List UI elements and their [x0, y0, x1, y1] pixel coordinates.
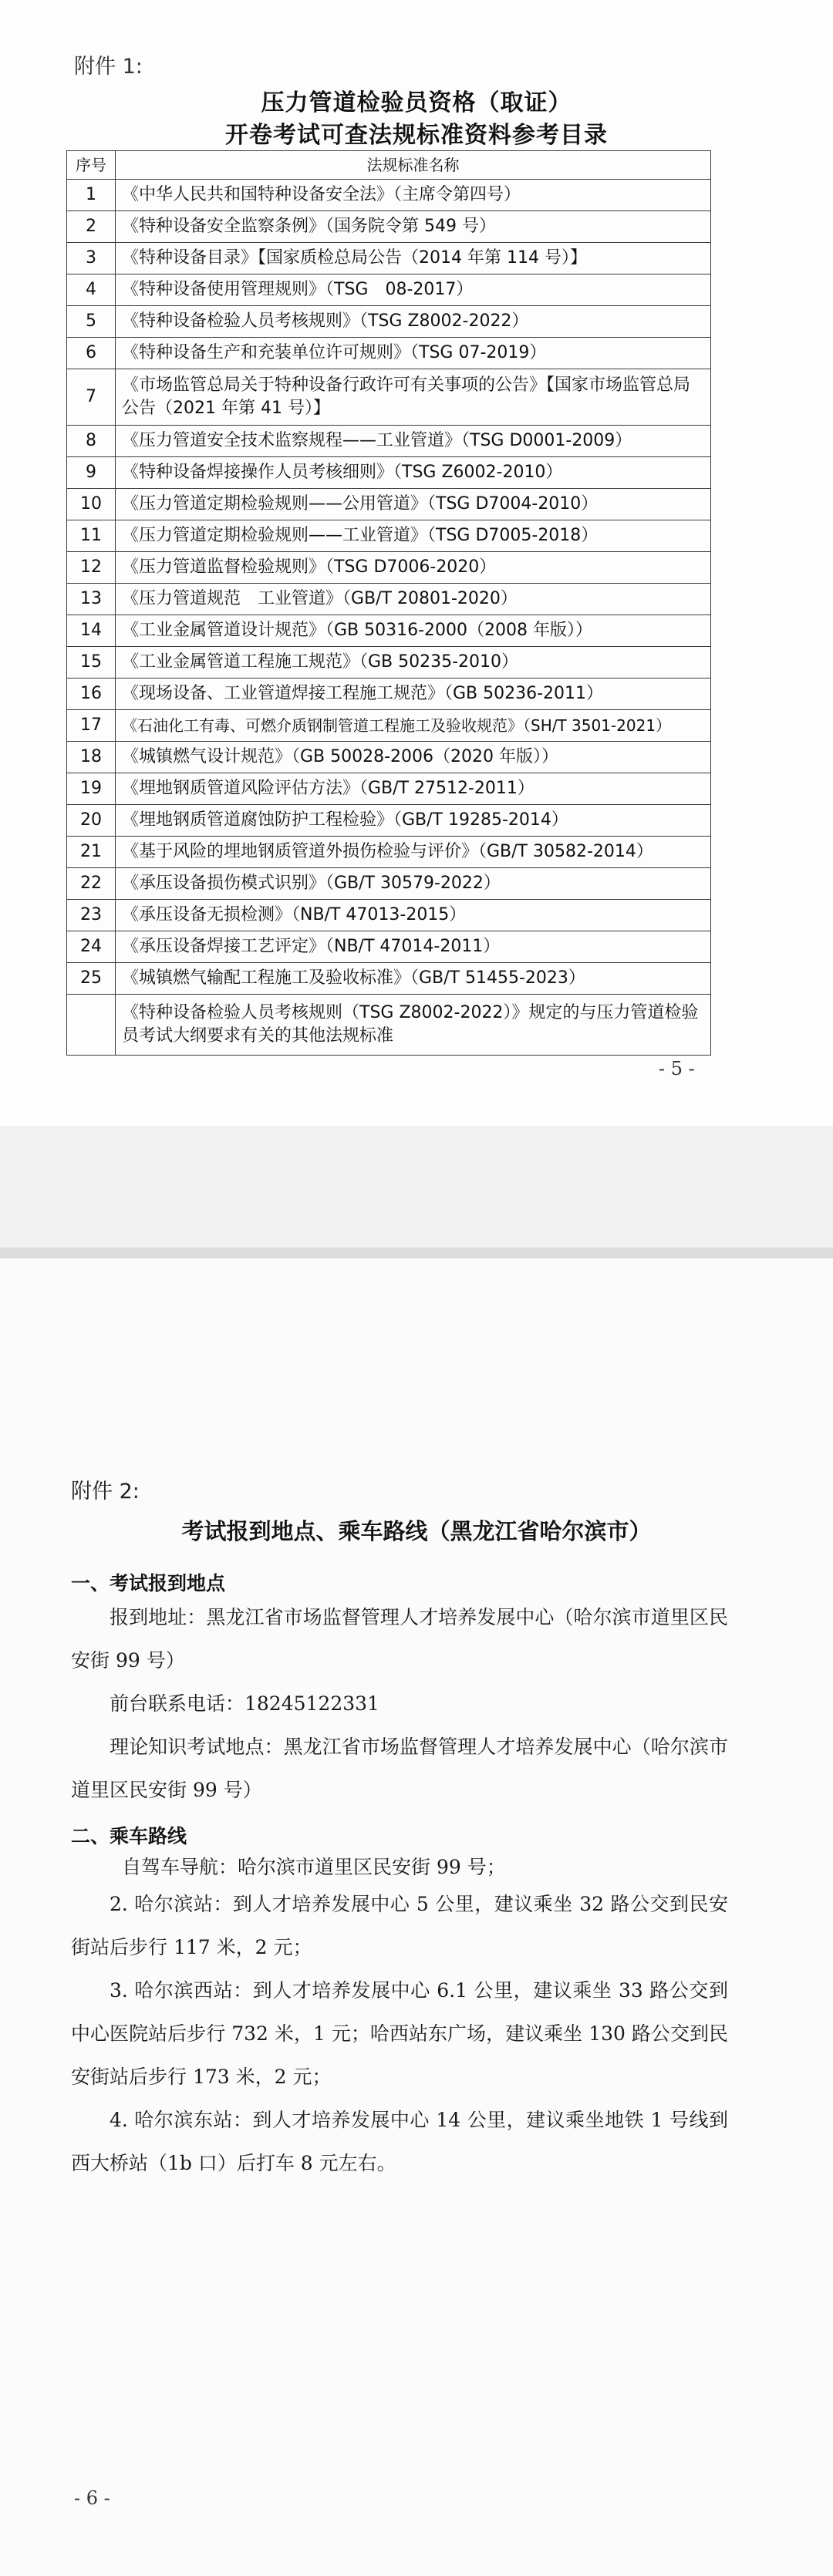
row-number: 3	[67, 243, 116, 274]
row-number: 24	[67, 931, 116, 963]
row-number: 17	[67, 710, 116, 742]
route-harbin-station: 2. 哈尔滨站：到人才培养发展中心 5 公里，建议乘坐 32 路公交到民安街站后步行 117 米，2 元；	[71, 1893, 728, 1958]
row-name: 《特种设备安全监察条例》（国务院令第 549 号）	[116, 211, 711, 243]
report-address: 报到地址：黑龙江省市场监督管理人才培养发展中心（哈尔滨市道里区民安街 99 号）	[71, 1606, 728, 1672]
row-name: 《压力管道规范 工业管道》（GB/T 20801-2020）	[116, 584, 711, 615]
row-number: 6	[67, 338, 116, 369]
row-name: 《承压设备无损检测》（NB/T 47013-2015）	[116, 900, 711, 931]
page-title: 考试报到地点、乘车路线（黑龙江省哈尔滨市）	[181, 1518, 652, 1544]
row-name: 《特种设备检验人员考核规则（TSG Z8002-2022）》规定的与压力管道检验员考试大纲要求有关的其他法规标准	[116, 995, 711, 1056]
row-name: 《特种设备焊接操作人员考核细则》（TSG Z6002-2010）	[116, 457, 711, 489]
header-name: 法规标准名称	[116, 151, 711, 180]
row-number: 9	[67, 457, 116, 489]
row-name: 《压力管道安全技术监察规程——工业管道》（TSG D0001-2009）	[116, 426, 711, 457]
row-name: 《压力管道监督检验规则》（TSG D7006-2020）	[116, 552, 711, 584]
theory-exam-site: 理论知识考试地点：黑龙江省市场监督管理人才培养发展中心（哈尔滨市道里区民安街 99 号）	[71, 1736, 728, 1801]
row-name: 《市场监管总局关于特种设备行政许可有关事项的公告》【国家市场监管总局公告（2021 年第 41 号）】	[116, 369, 711, 426]
row-number: 2	[67, 211, 116, 243]
table-row	[67, 489, 711, 520]
row-name: 《中华人民共和国特种设备安全法》（主席令第四号）	[116, 180, 711, 211]
table-row	[67, 931, 711, 963]
row-number: 16	[67, 679, 116, 710]
table-row	[67, 963, 711, 995]
table-row	[67, 805, 711, 837]
row-name: 《承压设备损伤模式识别》（GB/T 30579-2022）	[116, 868, 711, 900]
page-number: - 5 -	[659, 1058, 695, 1079]
table-row	[67, 995, 711, 1056]
row-name: 《特种设备生产和充装单位许可规则》（TSG 07-2019）	[116, 338, 711, 369]
row-number: 19	[67, 773, 116, 805]
row-number: 10	[67, 489, 116, 520]
row-name: 《压力管道定期检验规则——工业管道》（TSG D7005-2018）	[116, 520, 711, 552]
row-name: 《压力管道定期检验规则——公用管道》（TSG D7004-2010）	[116, 489, 711, 520]
table-row	[67, 457, 711, 489]
row-number: 13	[67, 584, 116, 615]
row-number: 7	[67, 369, 116, 426]
front-desk-phone: 前台联系电话：18245122331	[110, 1692, 379, 1715]
page-divider	[0, 1248, 833, 1258]
row-number: 23	[67, 900, 116, 931]
row-number: 12	[67, 552, 116, 584]
table-row	[67, 773, 711, 805]
row-name: 《基于风险的埋地钢质管道外损伤检验与评价》（GB/T 30582-2014）	[116, 837, 711, 868]
table-row	[67, 615, 711, 647]
table-row	[67, 426, 711, 457]
table-row	[67, 243, 711, 274]
row-number: 21	[67, 837, 116, 868]
row-name: 《承压设备焊接工艺评定》（NB/T 47014-2011）	[116, 931, 711, 963]
row-number: 8	[67, 426, 116, 457]
attachment-label: 附件 2:	[71, 1480, 140, 1504]
table-row	[67, 679, 711, 710]
row-number: 1	[67, 180, 116, 211]
table-row	[67, 338, 711, 369]
table-row	[67, 710, 711, 742]
row-name: 《特种设备使用管理规则》（TSG 08-2017）	[116, 274, 711, 306]
header-number: 序号	[67, 151, 116, 180]
row-name: 《埋地钢质管道风险评估方法》（GB/T 27512-2011）	[116, 773, 711, 805]
table-title-line2: 开卷考试可查法规标准资料参考目录	[225, 122, 608, 149]
row-name: 《埋地钢质管道腐蚀防护工程检验》（GB/T 19285-2014）	[116, 805, 711, 837]
row-number: 18	[67, 742, 116, 773]
row-number: 14	[67, 615, 116, 647]
row-name: 《城镇燃气输配工程施工及验收标准》（GB/T 51455-2023）	[116, 963, 711, 995]
table-row	[67, 552, 711, 584]
table-row	[67, 647, 711, 679]
document-page-6	[0, 1258, 833, 2576]
row-name: 《工业金属管道设计规范》（GB 50316-2000（2008 年版））	[116, 615, 711, 647]
route-harbin-east-station: 4. 哈尔滨东站：到人才培养发展中心 14 公里，建议乘坐地铁 1 号线到西大桥站（1b 口）后打车 8 元左右。	[71, 2109, 728, 2174]
row-name: 《石油化工有毒、可燃介质钢制管道工程施工及验收规范》（SH/T 3501-2021）	[116, 710, 711, 742]
row-number: 25	[67, 963, 116, 995]
section-heading-routes: 二、乘车路线	[71, 1825, 187, 1847]
row-number: 11	[67, 520, 116, 552]
table-row	[67, 900, 711, 931]
route-self-drive: 自驾车导航：哈尔滨市道里区民安街 99 号；	[122, 1856, 506, 1878]
regulations-table	[66, 150, 711, 1056]
table-row	[67, 274, 711, 306]
attachment-label: 附件 1:	[74, 55, 143, 79]
document-page-5	[0, 0, 833, 1126]
section-heading-report-location: 一、考试报到地点	[71, 1572, 226, 1594]
row-number: 15	[67, 647, 116, 679]
row-number: 5	[67, 306, 116, 338]
row-number: 22	[67, 868, 116, 900]
row-number	[67, 995, 116, 1056]
table-row	[67, 520, 711, 552]
row-name: 《城镇燃气设计规范》（GB 50028-2006（2020 年版））	[116, 742, 711, 773]
table-row	[67, 211, 711, 243]
table-row	[67, 369, 711, 426]
table-header-row	[67, 151, 711, 180]
table-row	[67, 837, 711, 868]
row-name: 《特种设备目录》【国家质检总局公告（2014 年第 114 号）】	[116, 243, 711, 274]
table-row	[67, 180, 711, 211]
page-number: - 6 -	[74, 2487, 110, 2509]
table-title-line1: 压力管道检验员资格（取证）	[261, 89, 572, 116]
table-row	[67, 306, 711, 338]
table-row	[67, 584, 711, 615]
row-number: 20	[67, 805, 116, 837]
page-gap	[0, 1126, 833, 1248]
row-name: 《工业金属管道工程施工规范》（GB 50235-2010）	[116, 647, 711, 679]
table-row	[67, 742, 711, 773]
row-name: 《现场设备、工业管道焊接工程施工规范》（GB 50236-2011）	[116, 679, 711, 710]
route-harbin-west-station: 3. 哈尔滨西站：到人才培养发展中心 6.1 公里，建议乘坐 33 路公交到中心医院站后步行 732 米，1 元；哈西站东广场，建议乘坐 130 路公交到民安街站后步行 173 米，2 元；	[71, 1979, 728, 2088]
row-number: 4	[67, 274, 116, 306]
table-row	[67, 868, 711, 900]
row-name: 《特种设备检验人员考核规则》（TSG Z8002-2022）	[116, 306, 711, 338]
